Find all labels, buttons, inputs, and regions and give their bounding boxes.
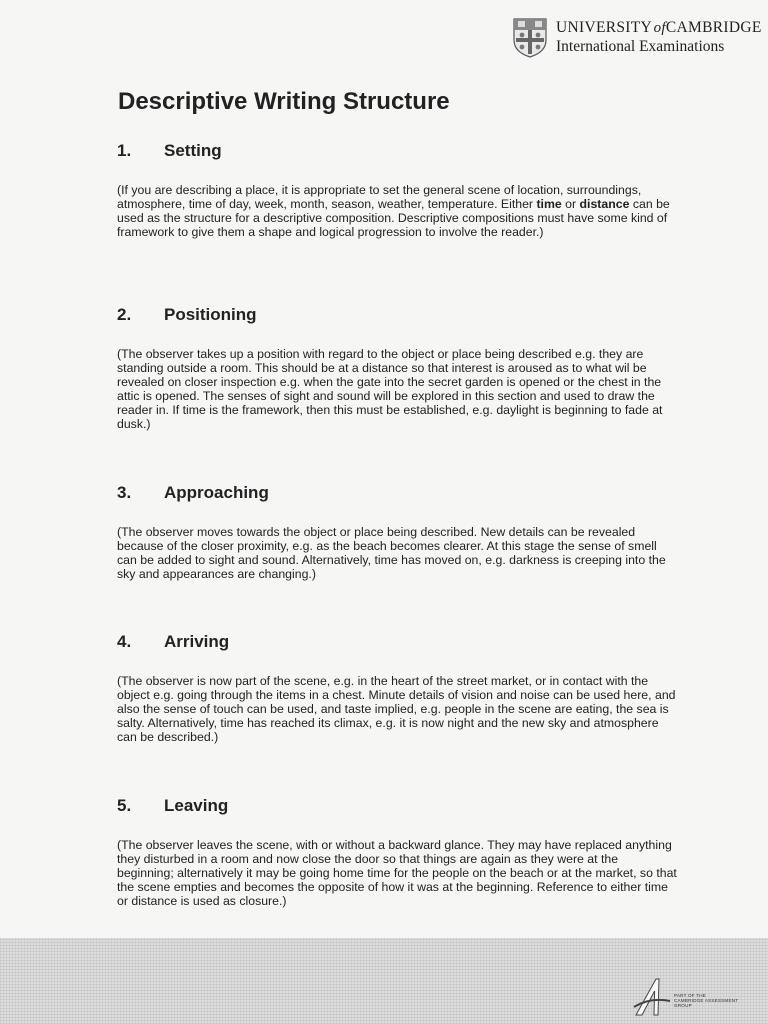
logo-text-line: CAMBRIDGE ASSESSMENT	[674, 998, 739, 1003]
cambridge-assessment-group-label	[674, 993, 738, 1008]
section-arriving	[117, 632, 677, 744]
university-name-part: UNIVERSITY	[556, 19, 652, 36]
section-number: 3.	[117, 483, 132, 502]
logo-text-line: PART OF THE	[674, 993, 706, 998]
section-heading	[117, 141, 677, 163]
section-title: Setting	[164, 141, 222, 160]
section-body: (The observer moves towards the object or place being described. New details can be revealed because of the closer proximity, e.g. as the beach becomes clearer. At this stage the sense of smell can be added to sight and sound. Alternatively, time has moved on, e.g. darkness is creeping into the sky and appearances are changing.)	[117, 525, 666, 581]
section-body: (The observer leaves the scene, with or without a backward glance. They may have replaced anything they disturbed in a room and now close the door so that things are again as they were at the beginning; alternatively it may be going home time for the people on the beach or at the market, so that the scene empties and becomes the opposite of how it was at the beginning. Reference to either time or distance is used as closure.)	[117, 838, 677, 908]
section-heading	[117, 305, 677, 327]
section-title: Leaving	[164, 796, 229, 815]
section-heading	[117, 796, 677, 818]
body-text: (If you are describing a place, it is appropriate to set the general scene of location, surroundings, atmosphere, time of day, week, month, season, weather, temperature. Either	[117, 183, 642, 211]
university-name	[556, 20, 762, 37]
body-text: can be used as the structure for a descriptive composition. Descriptive compositions must have some kind of framework to give them a shape and logical progression to involve the reader.)	[117, 197, 670, 239]
section-heading	[117, 632, 677, 654]
university-name-part: CAMBRIDGE	[665, 19, 762, 36]
section-number: 2.	[117, 305, 132, 324]
examinations-name: International Examinations	[556, 37, 725, 55]
section-setting	[117, 141, 677, 239]
section-approaching	[117, 483, 677, 581]
section-title: Arriving	[164, 632, 230, 651]
cambridge-assessment-logo-icon	[632, 977, 672, 1017]
section-heading	[117, 483, 677, 505]
emphasis-text: time	[536, 197, 562, 211]
university-name-of: of	[653, 20, 666, 36]
section-body: (The observer takes up a position with regard to the object or place being described e.g. they are standing outside a room. This should be at a distance so that interest is aroused as to what wil be revealed on closer inspection e.g. when the gate into the secret garden is opened or the chest in the attic is opened. The senses of sight and sound will be explored in this section and used to draw the reader in. If time is the framework, then this must be established, e.g. daylight is beginning to fade at dusk.)	[117, 347, 663, 431]
cambridge-crest-logo	[513, 18, 547, 58]
section-number: 1.	[117, 141, 132, 160]
university-header	[556, 20, 762, 55]
section-body	[117, 183, 677, 239]
section-positioning	[117, 305, 677, 431]
section-body: (The observer is now part of the scene, e.g. in the heart of the street market, or in contact with the object e.g. going through the items in a chest. Minute details of vision and noise can be used here, and also the sense of touch can be used, and taste implied, e.g. people in the scene are eating, the sea is salty. Alternatively, time has reached its climax, e.g. it is now night and the new sky and atmosphere can be described.)	[117, 674, 676, 744]
page-title: Descriptive Writing Structure	[118, 88, 450, 115]
logo-text-line: GROUP	[674, 1003, 692, 1008]
body-text: or	[561, 197, 580, 211]
section-number: 5.	[117, 796, 132, 815]
emphasis-text: distance	[579, 197, 630, 211]
section-number: 4.	[117, 632, 132, 651]
section-leaving	[117, 796, 677, 908]
section-title: Approaching	[164, 483, 269, 502]
section-title: Positioning	[164, 305, 257, 324]
